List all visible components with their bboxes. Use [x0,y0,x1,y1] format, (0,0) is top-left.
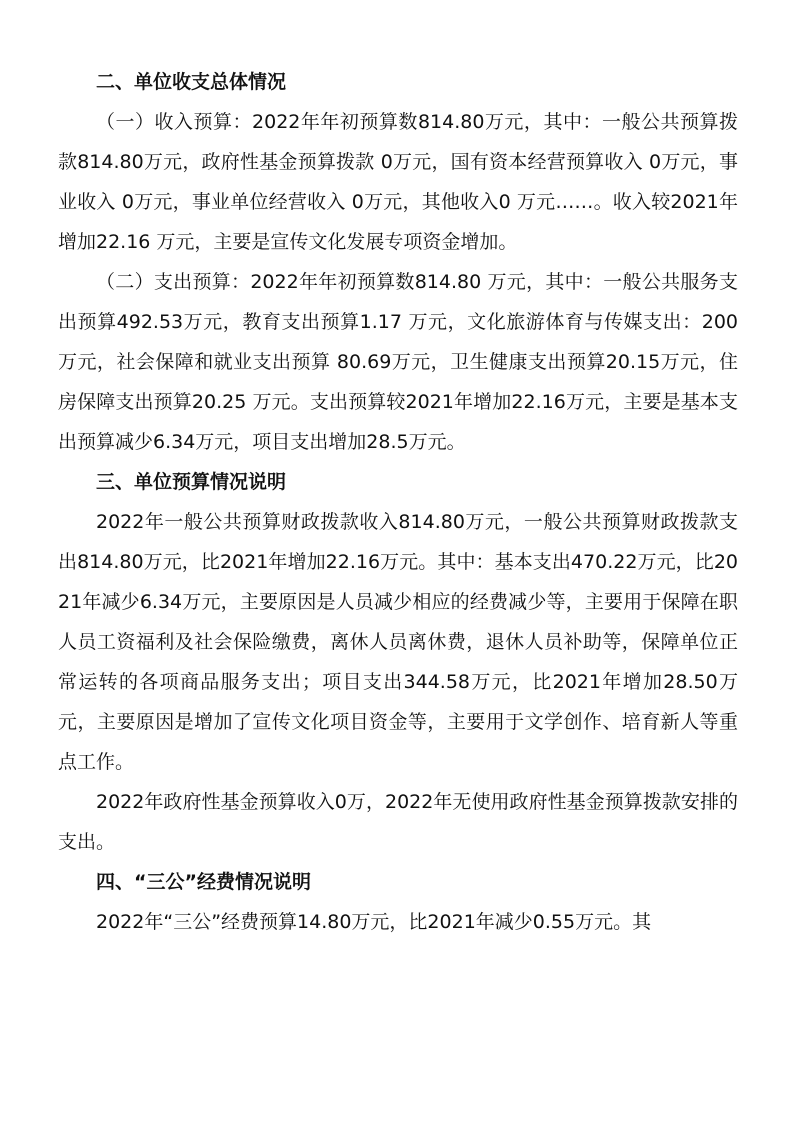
section-heading-three-public-expenses: 四、“三公”经费情况说明 [96,871,311,893]
document-body [58,62,738,942]
paragraph-government-fund-budget: 2022年政府性基金预算收入0万，2022年无使用政府性基金预算拨款安排的支出。 [58,791,738,853]
section-heading-unit-income-expenditure: 二、单位收支总体情况 [96,71,287,93]
paragraph-general-public-budget: 2022年一般公共预算财政拨款收入814.80万元，一般公共预算财政拨款支出814.80万元，比2021年增加22.16万元。其中：基本支出470.22万元，比2021年减少6.34万元，主要原因是人员减少相应的经费减少等，主要用于保障在职人员工资福利及社会保险缴费，离休人员离休费，退休人员补助等，保障单位正常运转的各项商品服务支出；项目支出344.58万元，比2021年增加28.50万元，主要原因是增加了宣传文化项目资金等，主要用于文学创作、培育新人等重点工作。 [58,511,738,773]
paragraph-income-budget: （一）收入预算：2022年年初预算数814.80万元，其中：一般公共预算拨款814.80万元，政府性基金预算拨款 0万元，国有资本经营预算收入 0万元，事业收入 0万元，事业单位经营收入 0万元，其他收入0 万元……。收入较2021年增加22.16 万元，主要是宣传文化发展专项资金增加。 [58,111,738,253]
section-heading-unit-budget: 三、单位预算情况说明 [96,471,287,493]
paragraph-expenditure-budget: （二）支出预算：2022年年初预算数814.80 万元，其中：一般公共服务支出预算492.53万元，教育支出预算1.17 万元，文化旅游体育与传媒支出：200万元，社会保障和就业支出预算 80.69万元，卫生健康支出预算20.15万元，住房保障支出预算20.25 万元。支出预算较2021年增加22.16万元，主要是基本支出预算减少6.34万元，项目支出增加28.5万元。 [58,271,738,453]
paragraph-three-public-expenses: 2022年“三公”经费预算14.80万元，比2021年减少0.55万元。其 [96,911,652,933]
